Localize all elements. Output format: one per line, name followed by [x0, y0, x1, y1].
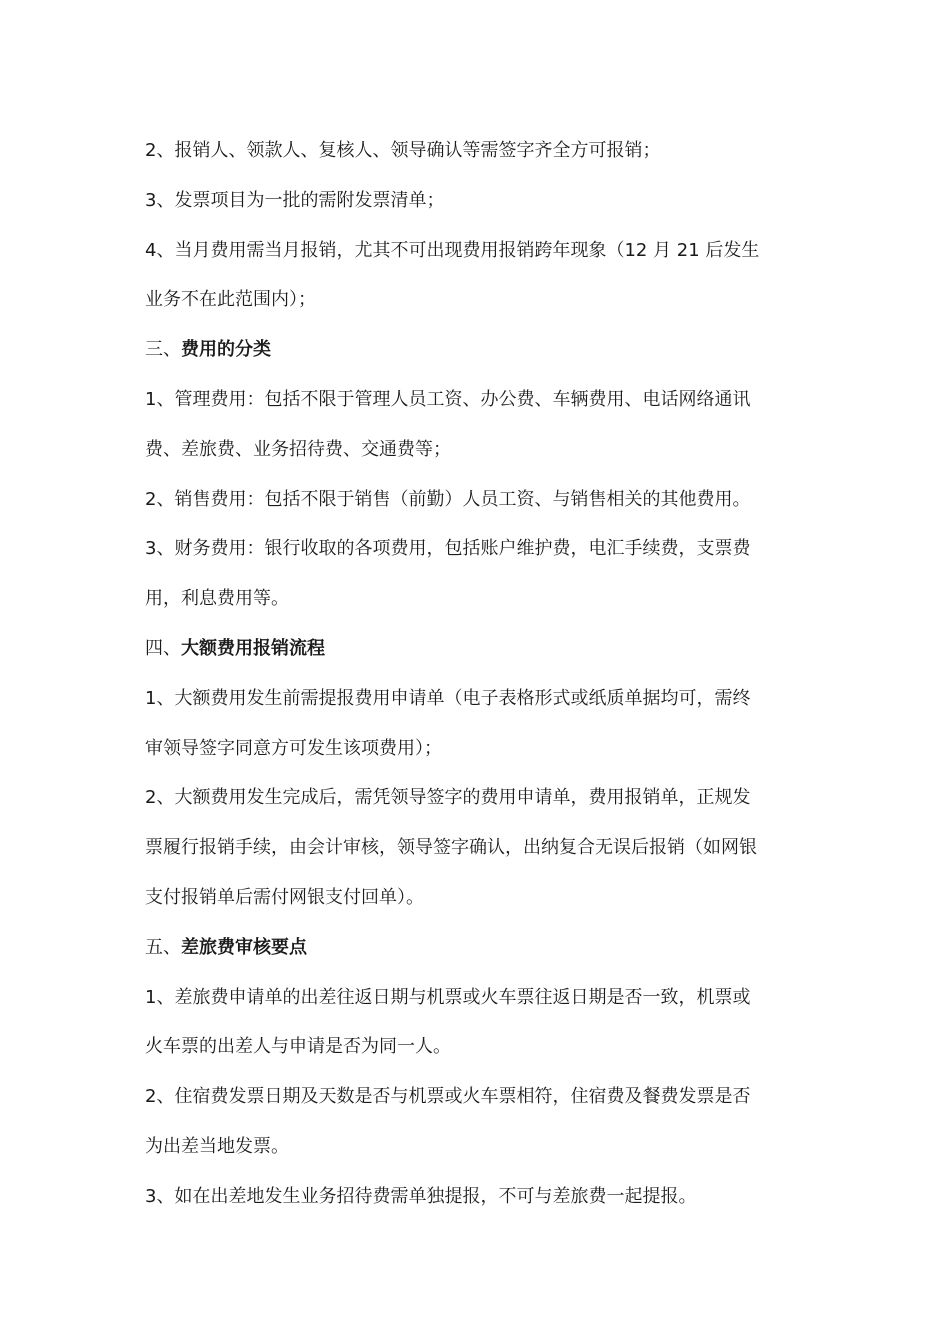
- paragraph-line: 为出差当地发票。: [145, 1135, 289, 1157]
- section-heading: [145, 923, 810, 973]
- paragraph-line: 2、大额费用发生完成后，需凭领导签字的费用申请单，费用报销单，正规发: [145, 787, 751, 809]
- paragraph-line: 1、差旅费申请单的出差往返日期与机票或火车票往返日期是否一致，机票或: [145, 986, 751, 1008]
- paragraph-line: 2、住宿费发票日期及天数是否与机票或火车票相符，住宿费及餐费发票是否: [145, 1086, 751, 1108]
- section-title: 费用的分类: [181, 339, 271, 361]
- section-heading: [145, 624, 810, 674]
- section-title: 差旅费审核要点: [181, 936, 307, 958]
- section-number: 四、: [145, 637, 181, 659]
- document-body: [145, 126, 810, 1222]
- paragraph-line: 1、大额费用发生前需提报费用申请单（电子表格形式或纸质单据均可，需终: [145, 687, 751, 709]
- section-heading: [145, 325, 810, 375]
- paragraph-line: 1、管理费用：包括不限于管理人员工资、办公费、车辆费用、电话网络通讯: [145, 388, 751, 410]
- paragraph-line: 2、报销人、领款人、复核人、领导确认等需签字齐全方可报销；: [145, 140, 661, 161]
- paragraph-line: 3、财务费用：银行收取的各项费用，包括账户维护费，电汇手续费，支票费: [145, 538, 751, 560]
- paragraph-line: 业务不在此范围内）；: [145, 289, 316, 311]
- paragraph-line: 用，利息费用等。: [145, 588, 289, 610]
- paragraph-line: 审领导签字同意方可发生该项费用）；: [145, 737, 442, 759]
- paragraph-line: 票履行报销手续，由会计审核，领导签字确认，出纳复合无误后报销（如网银: [145, 837, 757, 859]
- paragraph-line: 4、当月费用需当月报销，尤其不可出现费用报销跨年现象（12 月 21 后发生: [145, 239, 760, 261]
- section-number: 五、: [145, 936, 181, 958]
- paragraph-line: 2、销售费用：包括不限于销售（前勤）人员工资、与销售相关的其他费用。: [145, 488, 751, 510]
- section-number: 三、: [145, 339, 181, 361]
- paragraph-line: 费、差旅费、业务招待费、交通费等；: [145, 438, 451, 460]
- paragraph-line: 火车票的出差人与申请是否为同一人。: [145, 1036, 451, 1058]
- paragraph-line: 3、如在出差地发生业务招待费需单独提报，不可与差旅费一起提报。: [145, 1185, 697, 1207]
- paragraph-line: 3、发票项目为一批的需附发票清单；: [145, 189, 445, 211]
- paragraph-line: 支付报销单后需付网银支付回单）。: [145, 886, 424, 908]
- section-title: 大额费用报销流程: [181, 637, 325, 659]
